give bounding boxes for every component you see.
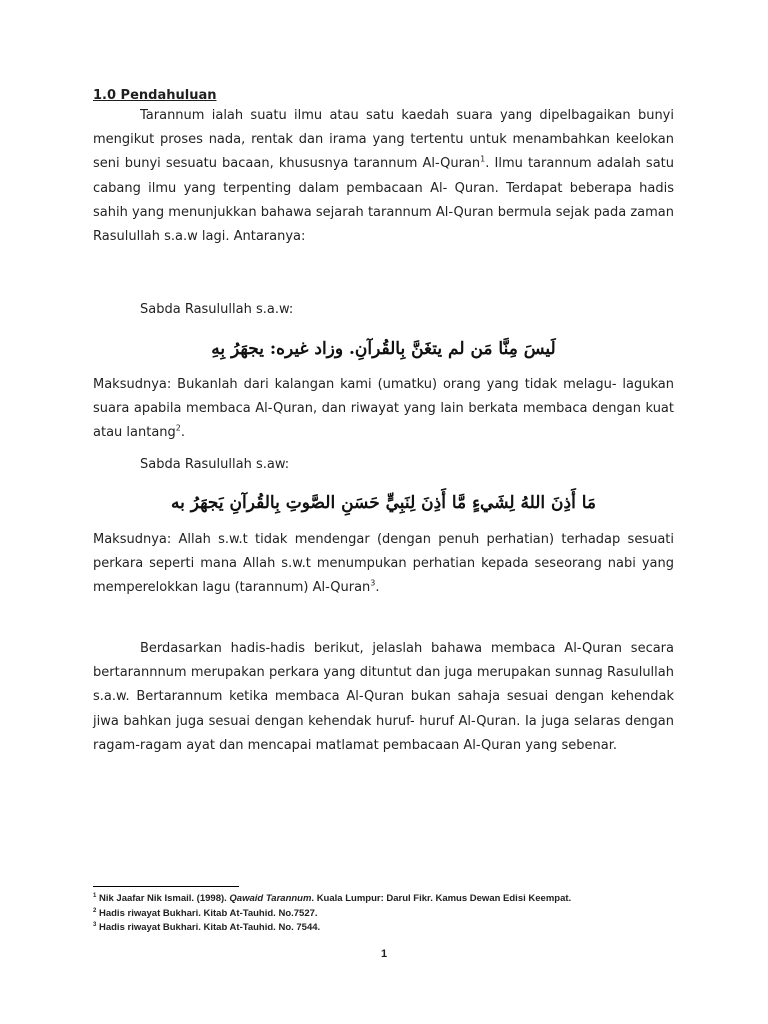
- footnote-text: Nik Jaafar Nik Ismail. (1998).: [98, 893, 230, 904]
- footnote-separator: [93, 886, 239, 887]
- footnote-ref-3: 3: [370, 579, 376, 589]
- footnote-number: 1: [93, 892, 97, 899]
- footnote-ref-1: 1: [480, 155, 486, 165]
- hadith-2-meaning: [93, 528, 674, 601]
- footnote-3: [93, 921, 693, 936]
- intro-paragraph: [93, 104, 674, 249]
- footnote-2: [93, 907, 693, 922]
- section-heading: 1.0 Pendahuluan: [93, 88, 217, 103]
- footnote-text-end: . Kuala Lumpur: Darul Fikr. Kamus Dewan Edisi Keempat.: [311, 893, 572, 904]
- conclusion-paragraph: Berdasarkan hadis-hadis berikut, jelaslah bahawa membaca Al-Quran secara bertarannnum merupakan perkara yang dituntut dan juga merupakan sunnag Rasulullah s.a.w. Bertarannum ketika membaca Al-Quran bukan sahaja sesuai dengan kehendak jiwa bahkan juga sesuai dengan kehendak huruf- huruf Al-Quran. Ia juga selaras dengan ragam-ragam ayat dan mencapai matlamat pembacaan Al-Quran yang sebenar.: [93, 641, 674, 753]
- hadith-1-intro: Sabda Rasulullah s.a.w:: [140, 302, 294, 317]
- hadith-1-meaning: [93, 373, 674, 446]
- footnote-text: Hadis riwayat Bukhari. Kitab At-Tauhid. No. 7544.: [98, 922, 321, 933]
- hadith-2-meaning-end: .: [375, 580, 380, 596]
- hadith-1-arabic: لَيسَ مِنَّا مَن لم يتغَنَّ بِالقُرآنِ. وزاد غيره: يجهَرُ بِهِ: [211, 339, 556, 359]
- intro-text-1: Tarannum ialah suatu ilmu atau satu kaedah suara yang dipelbagaikan bunyi mengikut proses nada, rentak dan irama yang tertentu untuk menambahkan keelokan seni bunyi sesuatu bacaan, khususnya tarannum Al-Quran: [93, 108, 674, 172]
- page-number: 1: [380, 948, 388, 960]
- footnote-number: 3: [93, 921, 97, 928]
- hadith-1-meaning-text: Maksudnya: Bukanlah dari kalangan kami (umatku) orang yang tidak melagu- lagukan suara apabila membaca Al-Quran, dan riwayat yang lain berkata membaca dengan kuat atau lantang: [93, 377, 674, 441]
- footnote-text: Hadis riwayat Bukhari. Kitab At-Tauhid. No.7527.: [98, 907, 318, 919]
- footnotes: [93, 892, 693, 936]
- footnote-1: [93, 892, 693, 907]
- hadith-1-meaning-end: .: [180, 425, 186, 441]
- footnote-number: 2: [93, 907, 97, 914]
- hadith-2-meaning-text: Maksudnya: Allah s.w.t tidak mendengar (dengan penuh perhatian) terhadap sesuati perkara seperti mana Allah s.w.t menumpukan perhatian kepada seseorang nabi yang memperelokkan lagu (tarannum) Al-Quran: [93, 532, 674, 596]
- intro-text-2: . Ilmu tarannum adalah satu cabang ilmu yang terpenting dalam pembacaan Al- Quran. Terdapat beberapa hadis sahih yang menunjukkan bahawa sejarah tarannum Al-Quran bermula sejak pada zaman Rasulullah s.a.w lagi. Antaranya:: [93, 156, 674, 245]
- footnote-title: Qawaid Tarannum: [229, 893, 312, 904]
- hadith-2-arabic: مَا أَذِنَ اللهُ لِشَيءٍ مَّا أَذِنَ لِنَبِيٍّ حَسَنِ الصَّوتِ بِالقُرآنِ يَجهَرُ به: [170, 493, 597, 513]
- footnote-ref-2: 2: [175, 424, 181, 434]
- hadith-2-intro: Sabda Rasulullah s.aw:: [140, 457, 290, 472]
